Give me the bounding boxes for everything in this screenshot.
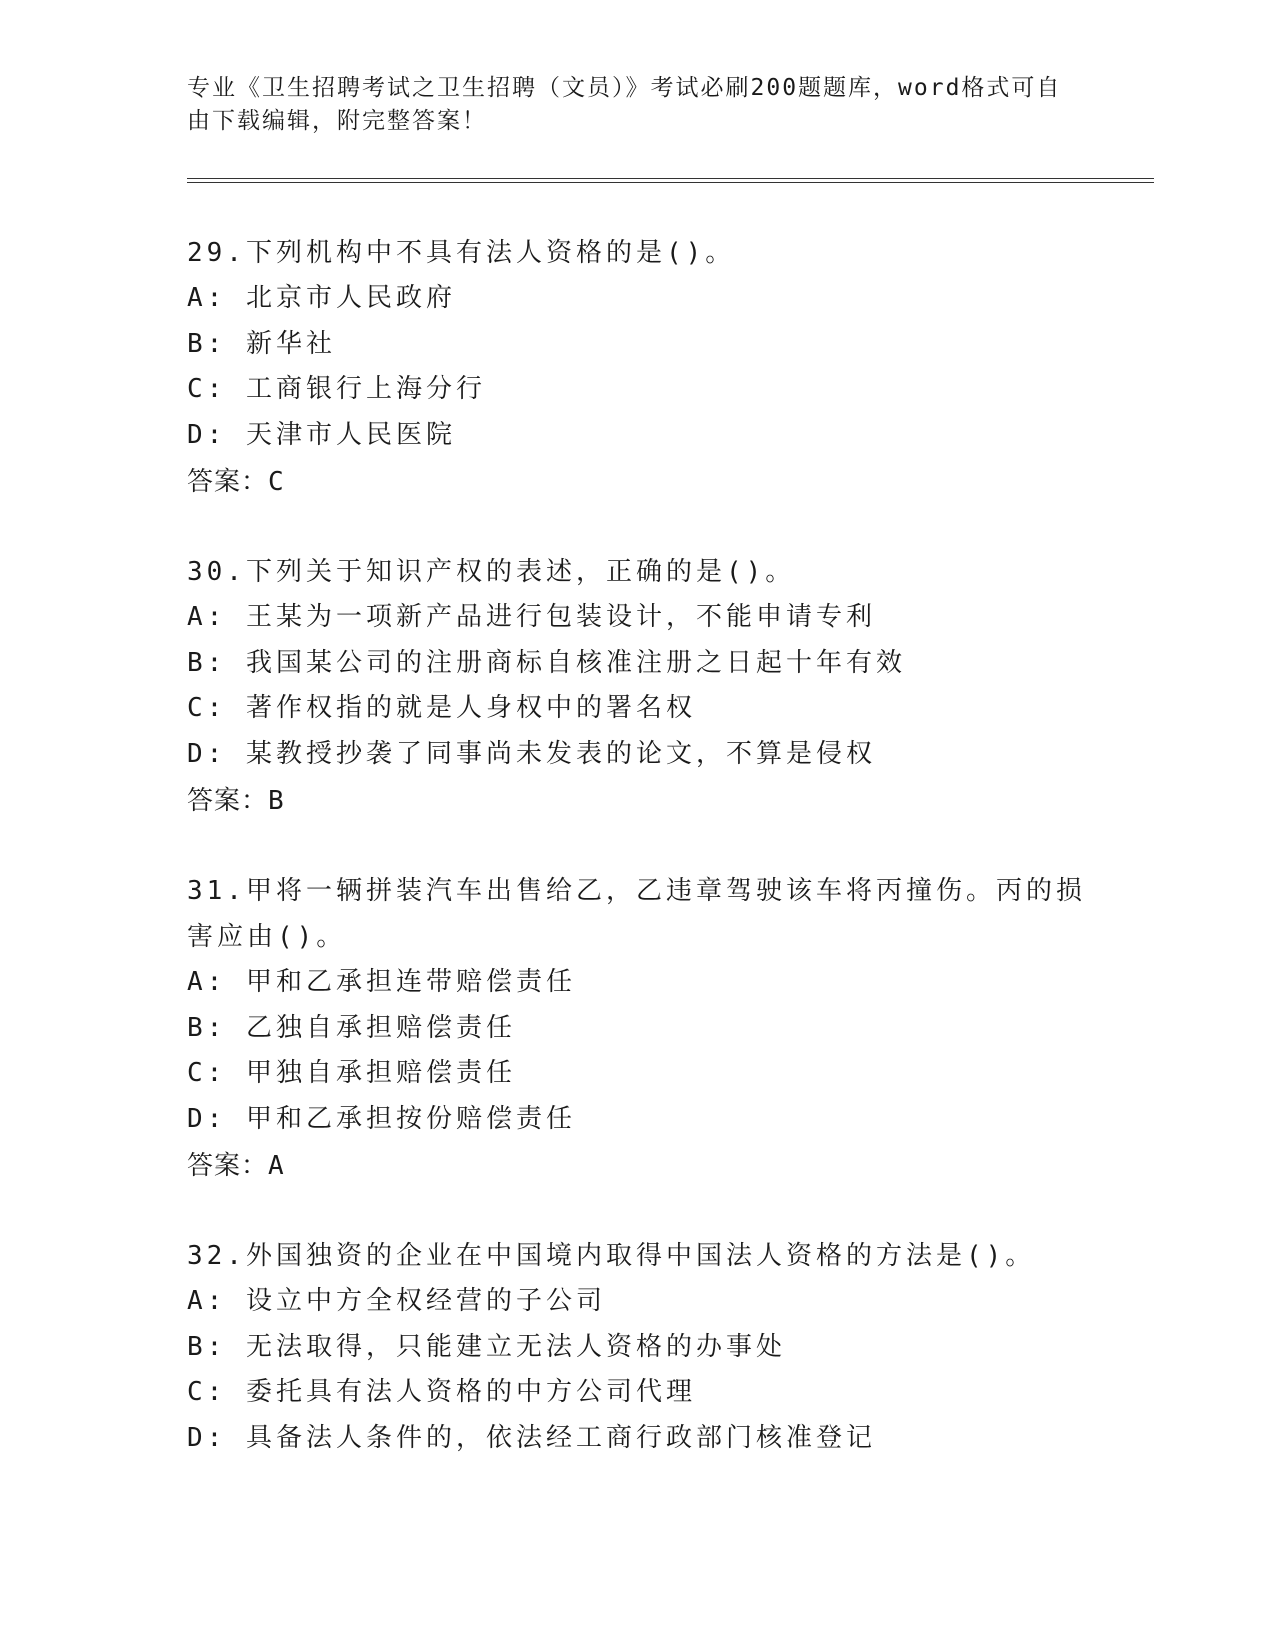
option-d: D: 具备法人条件的，依法经工商行政部门核准登记 bbox=[187, 1422, 876, 1453]
answer-line bbox=[187, 459, 1087, 505]
question-stem: 32.外国独资的企业在中国境内取得中国法人资格的方法是()。 bbox=[187, 1241, 1036, 1271]
option-a: A: 王某为一项新产品进行包装设计，不能申请专利 bbox=[187, 602, 876, 632]
question-stem: 29.下列机构中不具有法人资格的是()。 bbox=[187, 238, 736, 268]
option-b: B: 新华社 bbox=[187, 328, 336, 359]
question-stem: 30.下列关于知识产权的表述，正确的是()。 bbox=[187, 557, 796, 587]
option-b: B: 我国某公司的注册商标自核准注册之日起十年有效 bbox=[187, 647, 906, 678]
option-a: A: 北京市人民政府 bbox=[187, 283, 456, 313]
answer-label: 答案： bbox=[187, 467, 269, 497]
option-c: C: 委托具有法人资格的中方公司代理 bbox=[187, 1377, 696, 1407]
option-c: C: 甲独自承担赔偿责任 bbox=[187, 1058, 516, 1088]
question-30 bbox=[187, 549, 1087, 824]
option-d: D: 甲和乙承担按份赔偿责任 bbox=[187, 1103, 576, 1134]
answer-line bbox=[187, 1143, 1087, 1189]
question-32 bbox=[187, 1233, 1087, 1461]
answer-label: 答案： bbox=[187, 786, 269, 816]
answer-label: 答案： bbox=[187, 1151, 269, 1181]
question-29 bbox=[187, 230, 1087, 505]
question-stem: 31.甲将一辆拼装汽车出售给乙，乙违章驾驶该车将丙撞伤。丙的损害应由()。 bbox=[187, 876, 1086, 952]
answer-value: C bbox=[268, 467, 285, 497]
question-31 bbox=[187, 868, 1087, 1189]
answer-value: B bbox=[268, 786, 285, 816]
option-c: C: 著作权指的就是人身权中的署名权 bbox=[187, 693, 696, 723]
option-b: B: 无法取得，只能建立无法人资格的办事处 bbox=[187, 1331, 786, 1362]
document-header: 专业《卫生招聘考试之卫生招聘（文员）》考试必刷200题题库，word格式可自由下载编辑，附完整答案！ bbox=[187, 75, 1062, 134]
option-d: D: 某教授抄袭了同事尚未发表的论文，不算是侵权 bbox=[187, 738, 876, 769]
option-a: A: 甲和乙承担连带赔偿责任 bbox=[187, 967, 576, 997]
option-c: C: 工商银行上海分行 bbox=[187, 374, 486, 404]
answer-line bbox=[187, 778, 1087, 824]
option-a: A: 设立中方全权经营的子公司 bbox=[187, 1286, 606, 1316]
answer-value: A bbox=[268, 1151, 285, 1181]
header-divider bbox=[187, 178, 1154, 183]
option-b: B: 乙独自承担赔偿责任 bbox=[187, 1012, 516, 1043]
question-list bbox=[187, 230, 1087, 1505]
option-d: D: 天津市人民医院 bbox=[187, 419, 456, 450]
